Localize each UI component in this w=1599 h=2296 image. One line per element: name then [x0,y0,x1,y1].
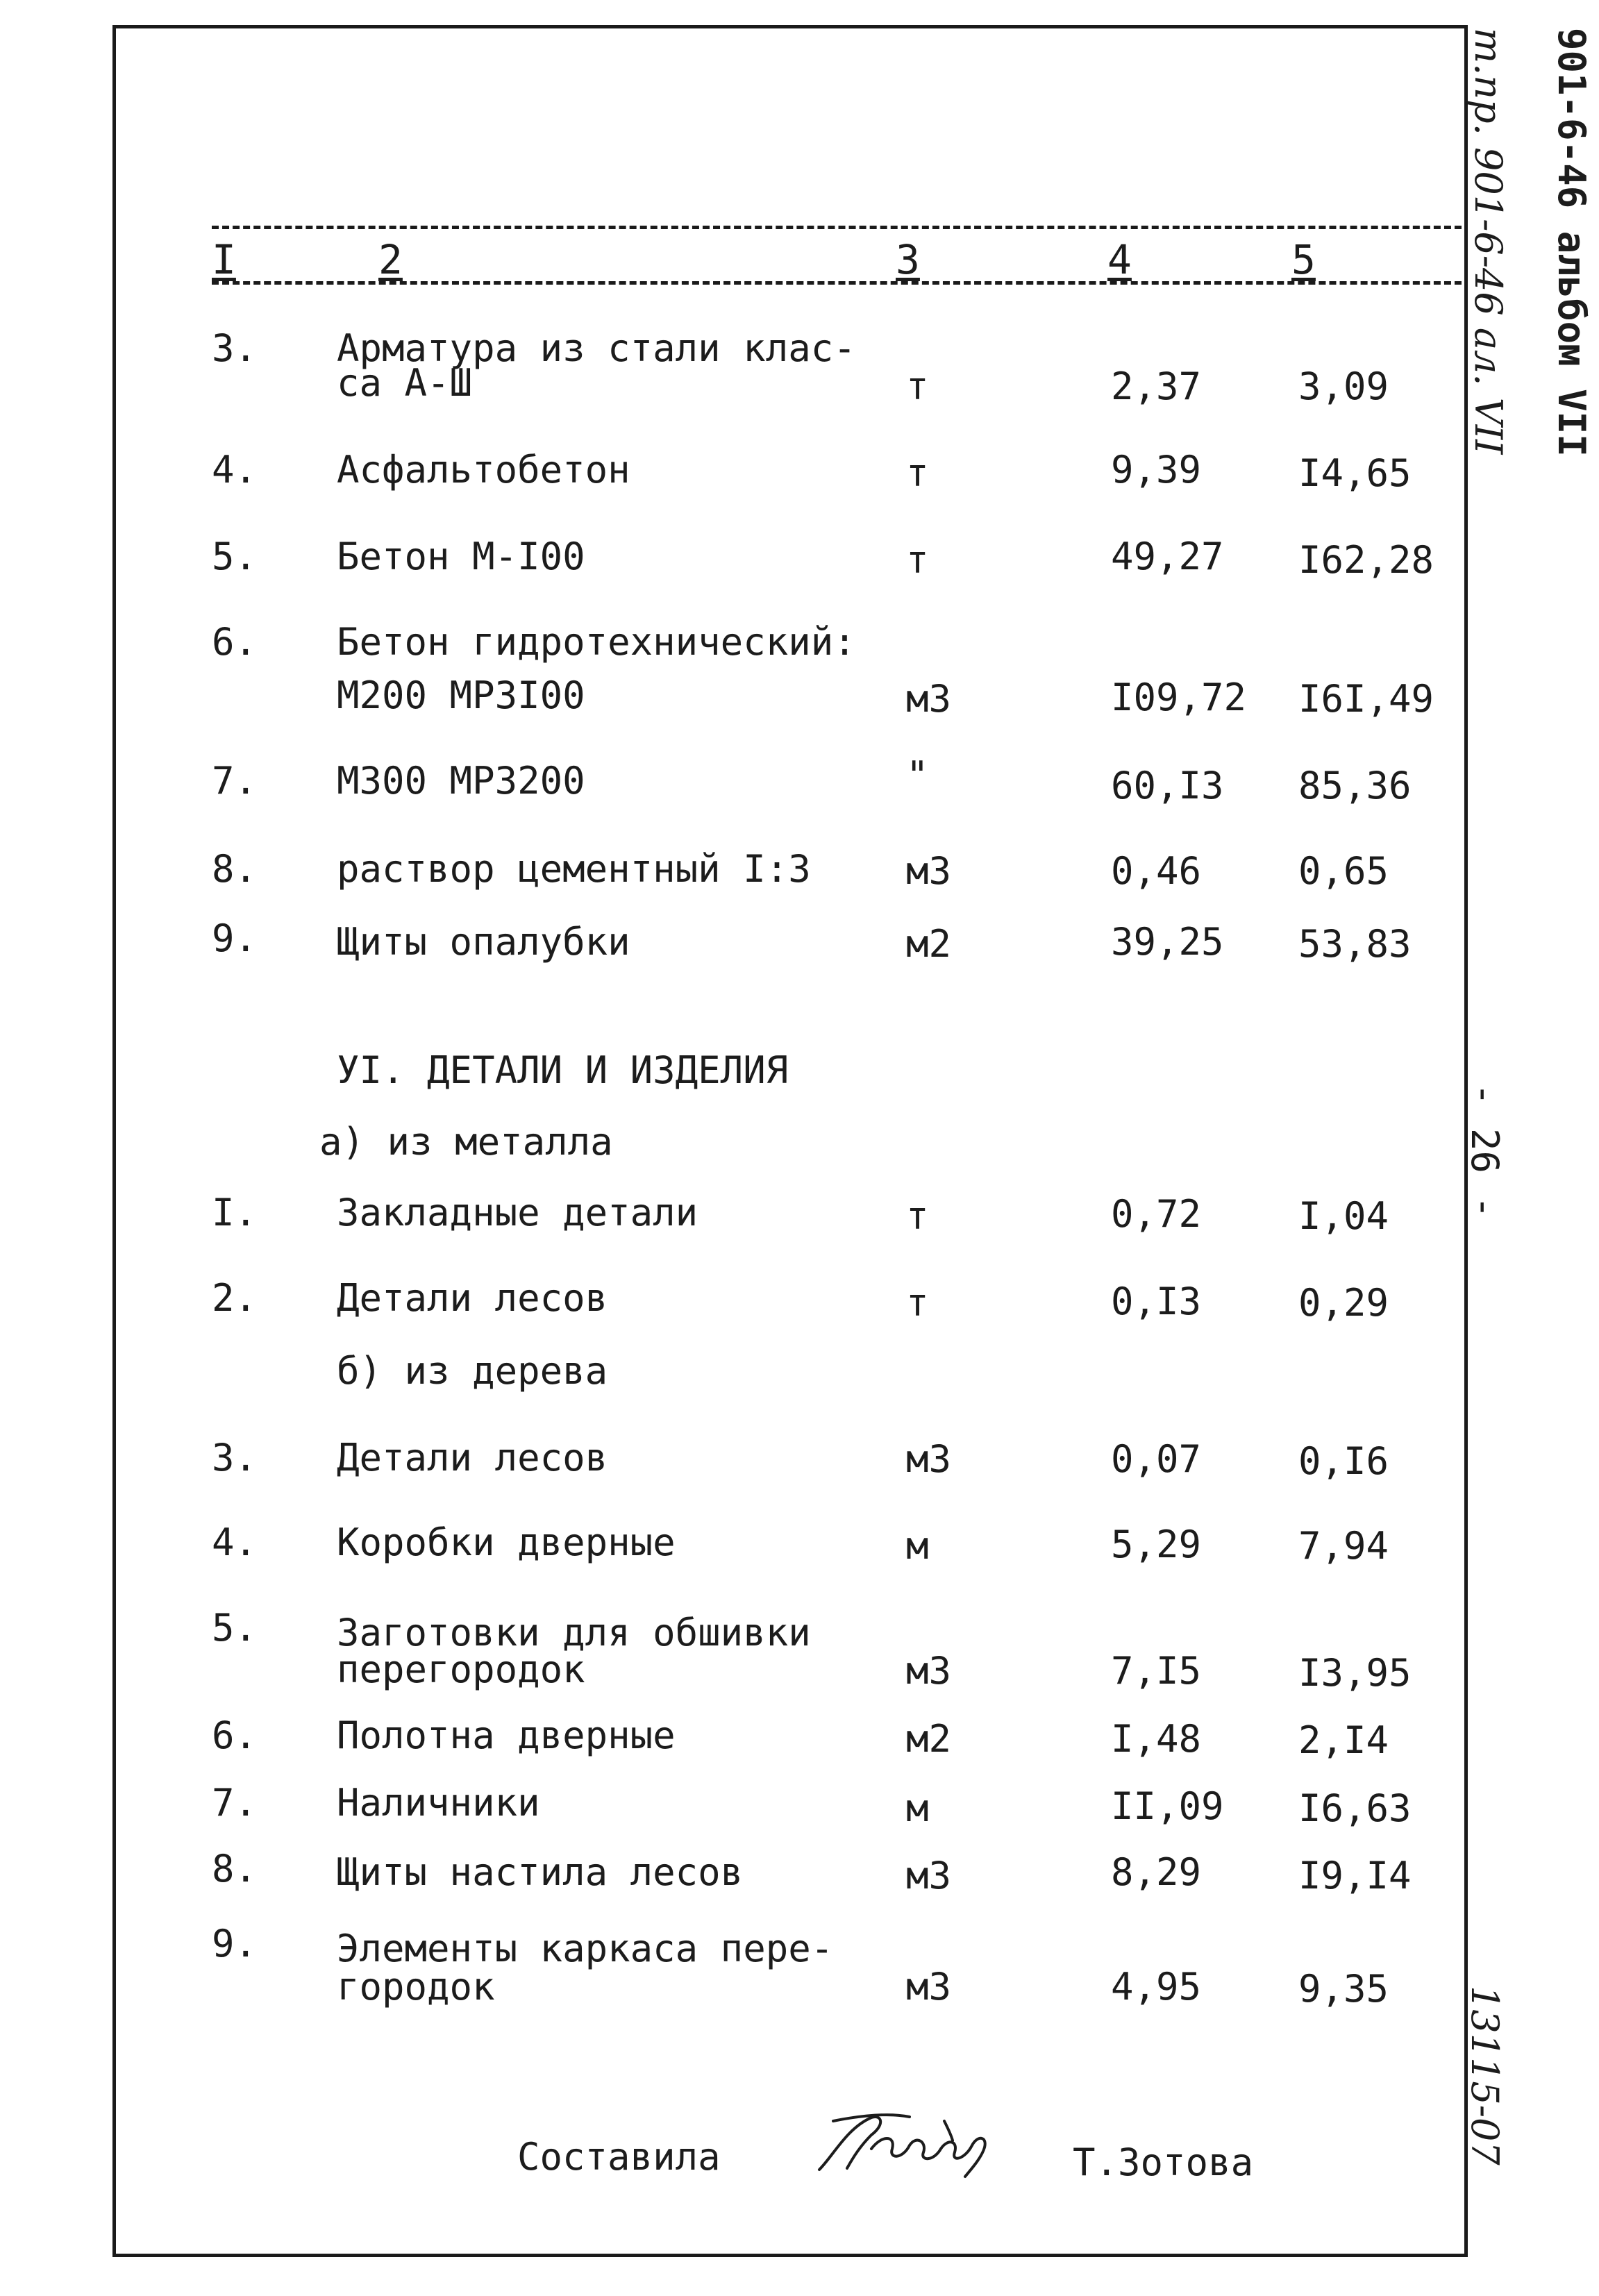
row-name: раствор цементный I:3 [337,847,811,891]
subsection-wood: б) из дерева [337,1349,608,1393]
row-name: Заготовки для обшивки [337,1611,811,1654]
section-title: УI. ДЕТАЛИ И ИЗДЕЛИЯ [337,1048,789,1092]
row-number: 9. [212,1922,258,1966]
row-number: 2. [212,1276,258,1320]
row-name: Детали лесов [337,1276,608,1320]
header-col-2: 2 [378,236,403,283]
row-number: 7. [212,759,258,803]
row-value-4: 8,29 [1111,1850,1202,1894]
row-unit: т [906,364,929,408]
row-name-cont: М200 МРЗI00 [337,673,585,717]
row-number: I. [212,1191,258,1234]
row-number: 4. [212,1520,258,1564]
row-value-4: 60,I3 [1111,764,1224,807]
row-number: 5. [212,535,258,578]
row-name: Щиты настила лесов [337,1850,744,1894]
row-value-4: 0,72 [1111,1192,1202,1236]
row-value-4: I,48 [1111,1717,1202,1761]
row-value-5: 7,94 [1298,1524,1389,1568]
row-number: 7. [212,1781,258,1825]
row-value-4: I09,72 [1111,676,1247,719]
row-value-4: 0,I3 [1111,1280,1202,1323]
subsection-metal: а) из металла [319,1120,613,1164]
row-name-cont: са А-Ш [337,361,473,405]
row-number: 4. [212,448,258,492]
row-number: 8. [212,1847,258,1891]
row-value-4: 49,27 [1111,535,1224,578]
row-value-5: I,04 [1298,1194,1389,1238]
row-value-4: 4,95 [1111,1965,1202,2009]
row-name: М300 МРЗ200 [337,759,585,803]
row-number: 8. [212,847,258,891]
project-ref: т.пр. 901-6-46 ал. VII [1466,28,1510,455]
row-value-5: 0,I6 [1298,1439,1389,1483]
row-name-cont: городок [337,1965,495,2009]
row-unit: м3 [906,1437,952,1481]
row-number: 6. [212,620,258,664]
row-value-4: 39,25 [1111,920,1224,964]
row-value-5: 0,29 [1298,1281,1389,1325]
row-value-5: 0,65 [1298,849,1389,893]
row-value-5: I4,65 [1298,451,1412,495]
row-unit: " [906,753,929,797]
row-value-5: I6,63 [1298,1786,1412,1830]
row-unit: м3 [906,1965,952,2009]
row-name: Закладные детали [337,1191,698,1234]
signature [805,2107,1014,2184]
row-number: 5. [212,1606,258,1650]
row-value-4: 0,46 [1111,849,1202,893]
row-value-4: 2,37 [1111,364,1202,408]
row-value-4: II,09 [1111,1784,1224,1828]
row-number: 3. [212,326,258,370]
row-value-4: 0,07 [1111,1437,1202,1481]
row-value-4: 9,39 [1111,448,1202,492]
row-name: Элементы каркаса пере- [337,1927,834,1970]
row-value-5: 2,I4 [1298,1718,1389,1762]
sheet-code: 13115-07 [1463,1986,1507,2165]
row-value-5: I9,I4 [1298,1854,1412,1897]
row-number: 3. [212,1436,258,1480]
row-value-5: I3,95 [1298,1651,1412,1695]
row-name: Бетон М-I00 [337,535,585,578]
row-number: 6. [212,1713,258,1757]
album-code: 901-6-46 альбом VII [1550,28,1593,457]
row-unit: т [906,451,929,495]
row-unit: м2 [906,922,952,966]
row-value-5: 9,35 [1298,1967,1389,2011]
header-col-4: 4 [1107,236,1132,283]
row-name: Арматура из стали клас- [337,326,856,370]
row-value-4: 7,I5 [1111,1649,1202,1693]
header-col-3: 3 [896,236,920,283]
compiler-name: Т.Зотова [1073,2140,1254,2184]
row-unit: м [906,1786,929,1830]
header-top-rule [212,226,1462,229]
row-value-5: 85,36 [1298,764,1412,807]
row-value-5: I62,28 [1298,538,1434,582]
row-name: Детали лесов [337,1436,608,1480]
header-col-5: 5 [1291,236,1316,283]
row-name: Полотна дверные [337,1713,676,1757]
row-name: Бетон гидротехнический: [337,620,856,664]
row-name: Щиты опалубки [337,920,630,964]
row-unit: м2 [906,1717,952,1761]
row-value-5: I6I,49 [1298,677,1434,721]
row-unit: м3 [906,677,952,721]
compiled-by-label: Составила [517,2135,721,2179]
row-unit: т [906,1281,929,1325]
row-value-4: 5,29 [1111,1523,1202,1566]
header-col-1: I [212,236,236,283]
row-name: Коробки дверные [337,1520,676,1564]
row-unit: м3 [906,849,952,893]
row-value-5: 53,83 [1298,922,1412,966]
row-name: Наличники [337,1781,540,1825]
row-name-cont: перегородок [337,1648,585,1691]
row-unit: т [906,538,929,582]
row-number: 9. [212,916,258,960]
row-unit: м3 [906,1854,952,1897]
row-unit: м [906,1524,929,1568]
row-value-5: 3,09 [1298,364,1389,408]
row-unit: м3 [906,1649,952,1693]
row-name: Асфальтобетон [337,448,630,492]
row-unit: т [906,1194,929,1238]
page-number: - 26 - [1463,1083,1507,1219]
